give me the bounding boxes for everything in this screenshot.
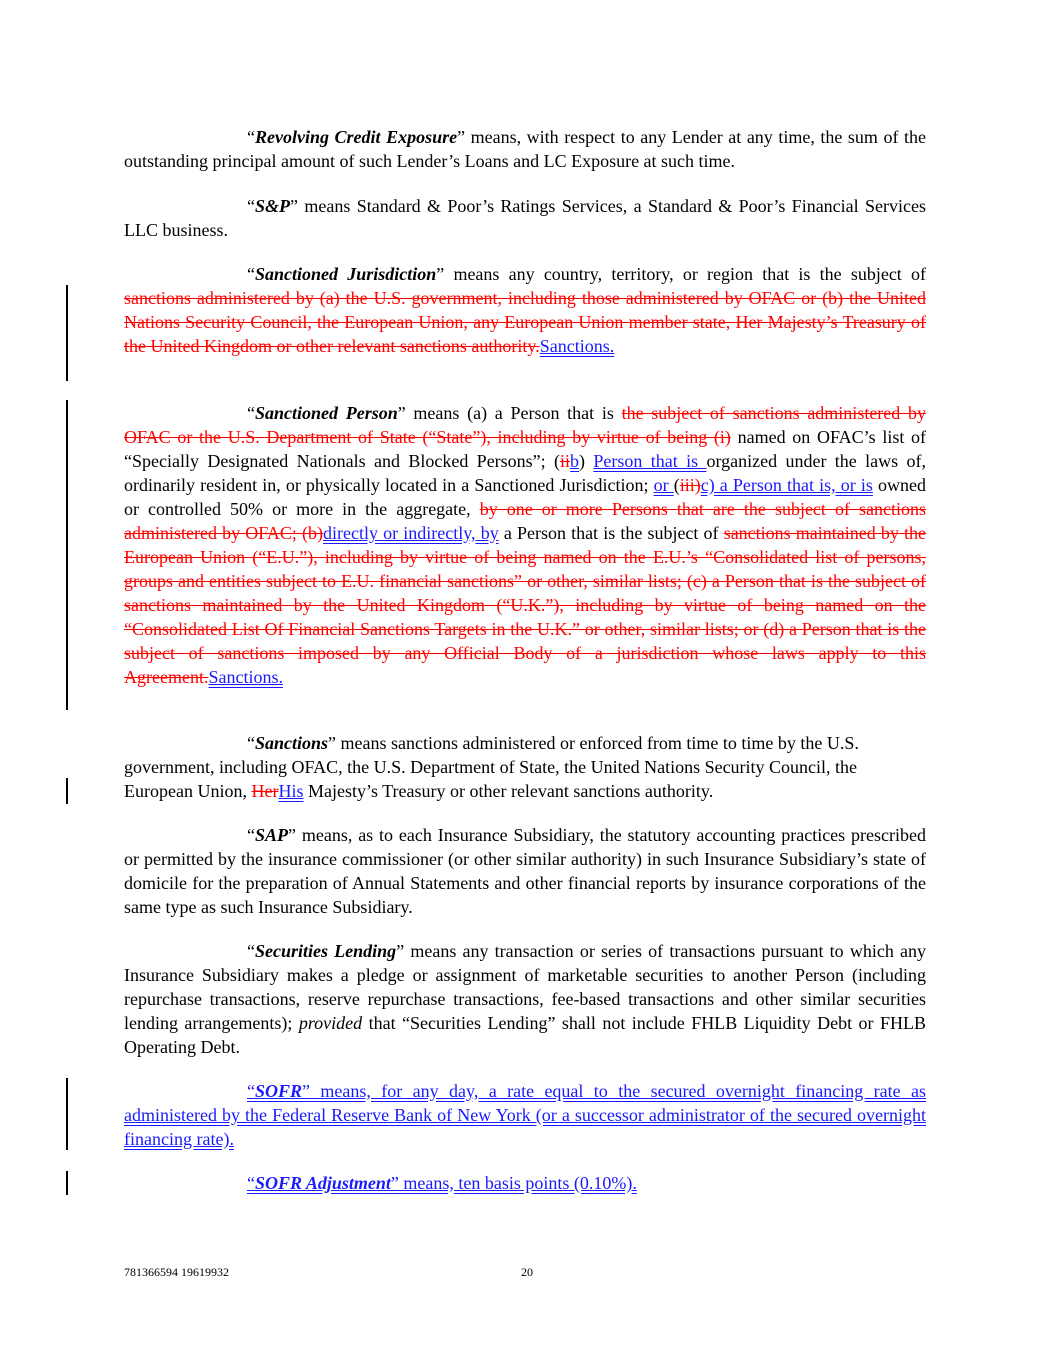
inserted-text: c) a Person that is, or is [700, 475, 873, 495]
defined-term: SOFR Adjustment [255, 1173, 391, 1193]
inserted-text: b [570, 451, 580, 471]
inserted-text: “SOFR” means, for any day, a rate equal to the secured overnight financing rate as administered by the Federal Reserve Bank of New York (or a successor administrator of the secured overnight financing rate). [124, 1081, 926, 1149]
change-bar [66, 285, 68, 381]
definition-sofr-adjustment [124, 1171, 926, 1195]
inserted-text: His [278, 781, 304, 801]
defined-term: SOFR [255, 1081, 303, 1101]
definition-sanctioned-person: “Sanctioned Person” means (a) a Person that is the subject of sanctions administered by OFAC or the U.S. Department of State (“State”), including by virtue of being (i) named on OFAC’s list of “Specially Designated Nationals and Blocked Persons”; (iib) Person that is organized under the laws of, ordinarily resident in, or physically located in a Sanctioned Jurisdiction; or (iii)c) a Person that is, or is owned or controlled 50% or more in the aggregate, by one or more Persons that are the subject of sanctions administered by OFAC; (b)directly or indirectly, by a Person that is the subject of sanctions maintained by the European Union (“E.U.”), including by virtue of being named on the E.U.’s “Consolidated list of persons, groups and entities subject to E.U. financial sanctions” or other, similar lists; (c) a Person that is the subject of sanctions maintained by the United Kingdom (“U.K.”), including by virtue of being named on the “Consolidated List Of Financial Sanctions Targets in the U.K.” or other, similar lists; or (d) a Person that is the subject of sanctions imposed by any Official Body of a jurisdiction whose laws apply to this Agreement.Sanctions. [124, 403, 927, 687]
definition-sp: “S&P” means Standard & Poor’s Ratings Services, a Standard & Poor’s Financial Services LLC business. [124, 196, 926, 240]
definition-sanctioned-jurisdiction: “Sanctioned Jurisdiction” means any country, territory, or region that is the subject of sanctions administered by (a) the U.S. government, including those administered by OFAC or (b) the United Nations Security Council, the European Union, any European Union member state, Her Majesty’s Treasury of the United Kingdom or other relevant sanctions authority.Sanctions. [124, 264, 926, 356]
inserted-text: directly or indirectly, by [323, 523, 499, 543]
change-bar [66, 400, 68, 710]
defined-term: Securities Lending [255, 941, 397, 961]
definition-sap: “SAP” means, as to each Insurance Subsidiary, the statutory accounting practices prescribed or permitted by the insurance commissioner (or other similar authority) in such Insurance Subsidiary’s state of domicile for the preparation of Annual Statements and other financial reports by insurance corporations of the same type as such Insurance Subsidiary. [124, 825, 926, 917]
defined-term: Sanctioned Person [255, 403, 398, 423]
definition-revolving-credit-exposure: “Revolving Credit Exposure” means, with respect to any Lender at any time, the sum of the outstanding principal amount of such Lender’s Loans and LC Exposure at such time. [124, 127, 926, 171]
deleted-text: iii) [679, 475, 701, 495]
defined-term: Revolving Credit Exposure [255, 127, 458, 147]
deleted-text: sanctions administered by (a) the U.S. government, including those administered by OFAC or (b) the United Nations Security Council, the European Union, any European Union member state, Her Majesty’s Treasury of the United Kingdom or other relevant sanctions authority. [124, 288, 926, 356]
deleted-text: ii [560, 451, 571, 471]
inserted-text: Sanctions. [208, 667, 283, 687]
page-number: 20 [521, 1265, 533, 1279]
inserted-text: “SOFR Adjustment” means, ten basis points (0.10%). [247, 1173, 637, 1193]
deleted-text: sanctions maintained by the European Union (“E.U.”), including by virtue of being named on the E.U.’s “Consolidated list of persons, groups and entities subject to E.U. financial sanctions” or other, similar lists; (c) a Person that is the subject of sanctions maintained by the United Kingdom (“U.K.”), including by virtue of being named on the “Consolidated List Of Financial Sanctions Targets in the U.K.” or other, similar lists; or (d) a Person that is the subject of sanctions imposed by any Official Body of a jurisdiction whose laws apply to this Agreement. [124, 523, 927, 687]
defined-term: SAP [255, 825, 289, 845]
defined-term: Sanctions [255, 733, 329, 753]
defined-term: Sanctioned Jurisdiction [255, 264, 437, 284]
deleted-text: Her [251, 781, 279, 801]
deleted-text: by one or more Persons that are the subject of sanctions administered by OFAC; (b) [124, 499, 926, 543]
definition-sanctions: “Sanctions” means sanctions administered or enforced from time to time by the U.S. government, including OFAC, the U.S. Department of State, the United Nations Security Council, the European Union, HerHis Majesty’s Treasury or other relevant sanctions authority. [124, 733, 859, 801]
inserted-text: Sanctions. [539, 336, 615, 356]
definition-sofr [124, 1079, 926, 1151]
change-bar [66, 778, 68, 804]
deleted-text: the subject of sanctions administered by OFAC or the U.S. Department of State (“State”), including by virtue of being (i) [124, 403, 926, 447]
footer-doc-id: 781366594 19619932 [124, 1265, 229, 1279]
inserted-text: or [653, 475, 674, 495]
defined-term: S&P [255, 196, 291, 216]
inserted-text: Person that is [593, 451, 707, 471]
change-bar [66, 1078, 68, 1150]
change-bar [66, 1171, 68, 1195]
definition-securities-lending: “Securities Lending” means any transaction or series of transactions pursuant to which any Insurance Subsidiary makes a pledge or assignment of marketable securities to another Person (including repurchase transactions, reserve repurchase transactions, fee-based transactions and other similar securities lending arrangements); provided that “Securities Lending” shall not include FHLB Liquidity Debt or FHLB Operating Debt. [124, 941, 926, 1057]
